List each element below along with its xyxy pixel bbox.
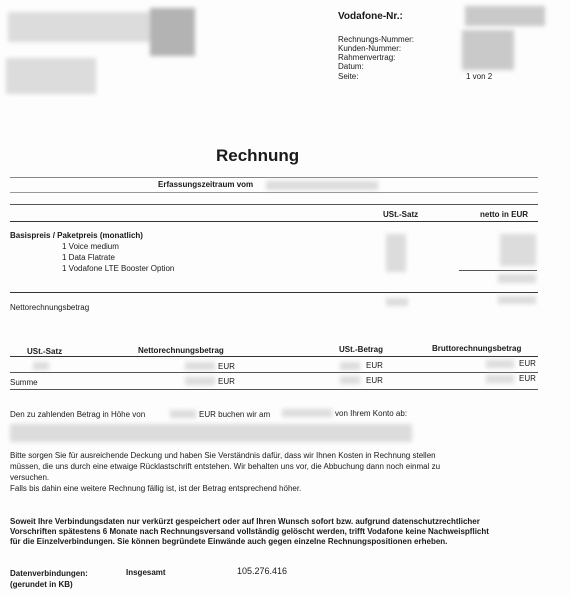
data-connections-label: Datenverbindungen: [10, 569, 88, 578]
data-connections-total-label: Insgesamt [126, 568, 166, 577]
payment-text-c: von Ihrem Konto ab: [335, 409, 408, 418]
redacted-tax-gross [486, 360, 514, 368]
net-total-label: Nettorechnungsbetrag [10, 303, 90, 312]
payment-text-b: EUR buchen wir am [199, 410, 271, 419]
redacted-sum-gross [486, 375, 514, 383]
payment-notice-4: Falls bis dahin eine weitere Rechnung fällig ist, ist der Betrag entsprechend höher. [10, 484, 302, 493]
tax-row-net-eur: EUR [218, 362, 235, 371]
item-data: 1 Data Flatrate [62, 253, 115, 262]
redacted-vodafone-nr [465, 6, 545, 26]
period-rule-bottom [10, 192, 538, 193]
seite-value: 1 von 2 [466, 72, 493, 81]
redacted-net-total-tax [386, 298, 408, 306]
vodafone-nr-label: Vodafone-Nr.: [338, 11, 403, 22]
tax-col-netto: Nettorechnungsbetrag [138, 346, 224, 355]
redacted-subtotal [498, 274, 536, 283]
tax-row-rule [10, 372, 538, 373]
data-notice-2: Vorschriften spätestens 6 Monate nach Rechnungsversand vollständig gelöscht werden, trifft Vodafone keine Nachweispflicht [10, 527, 489, 536]
seite-label: Seite: [338, 72, 359, 81]
kunden-nummer-label: Kunden-Nummer: [338, 44, 402, 53]
redacted-header-values [462, 30, 514, 70]
sum-net-eur: EUR [218, 377, 235, 386]
period-rule [10, 177, 538, 178]
sum-gross-eur: EUR [519, 374, 536, 383]
summe-label: Summe [10, 378, 38, 387]
item-lte: 1 Vodafone LTE Booster Option [62, 264, 175, 273]
tax-sum-rule [10, 389, 538, 390]
payment-text-a: Den zu zahlenden Betrag in Höhe von [10, 410, 146, 419]
payment-notice-1: Bitte sorgen Sie für ausreichende Deckung und haben Sie Verständnis dafür, dass wir Ihnen Kosten in Rechnung stellen [10, 451, 436, 460]
redacted-item-prices [500, 234, 536, 266]
redacted-payment-amount [170, 410, 196, 418]
data-notice-3: für die Einzelverbindungen. Sie können begründete Einwände auch gegen einzelne Rechnungspositionen erheben. [10, 537, 448, 546]
col-ust-satz: USt.-Satz [383, 210, 419, 219]
rahmenvertrag-label: Rahmenvertrag: [338, 53, 396, 62]
redacted-item-tax [386, 234, 406, 272]
redacted-tax-rate [33, 362, 49, 370]
tax-col-ust-betrag: USt.-Betrag [339, 345, 384, 354]
data-connections-total-value: 105.276.416 [237, 566, 288, 576]
tax-row-ust-eur: EUR [366, 361, 383, 370]
redacted-recipient-address [6, 58, 96, 94]
data-connections-unit: (gerundet in KB) [10, 580, 73, 589]
items-table-top-rule [10, 204, 538, 205]
page-title: Rechnung [216, 146, 300, 165]
item-voice: 1 Voice medium [62, 242, 119, 251]
redacted-net-total [498, 296, 536, 304]
redacted-tax-net [185, 362, 215, 370]
tax-row-gross-eur: EUR [519, 359, 536, 368]
redacted-payment-date [282, 409, 332, 417]
redacted-tax-amount [340, 362, 360, 370]
redacted-logo [150, 8, 195, 56]
redacted-bank-account [10, 424, 412, 442]
redacted-sum-ust [340, 376, 360, 384]
items-bottom-rule [10, 292, 538, 293]
data-notice-1: Soweit Ihre Verbindungsdaten nur verkürzt gespeichert oder auf Ihren Wunsch sofort bzw. aufgrund datenschutzrechtlicher [10, 517, 480, 526]
items-header-rule [10, 221, 538, 222]
payment-notice-2: müssen, die uns durch eine etwaige Rücklastschrift entstehen. Wir behalten uns vor, die Abbuchung dann noch einmal zu [10, 462, 441, 471]
payment-notice-3: versuchen. [10, 473, 50, 482]
redacted-sum-net [185, 377, 215, 385]
section-title: Basispreis / Paketpreis (monatlich) [10, 231, 143, 240]
period-label: Erfassungszeitraum vom [158, 180, 254, 189]
redacted-period [266, 181, 378, 190]
rechnungs-nummer-label: Rechnungs-Nummer: [338, 35, 415, 44]
tax-col-brutto: Bruttorechnungsbetrag [432, 344, 522, 353]
datum-label: Datum: [338, 62, 364, 71]
tax-header-rule [10, 356, 538, 357]
redacted-sender-address [8, 12, 158, 42]
col-netto: netto in EUR [480, 210, 528, 219]
sum-ust-eur: EUR [366, 376, 383, 385]
tax-col-ust-satz: USt.-Satz [27, 347, 63, 356]
items-subtotal-rule [459, 270, 537, 271]
